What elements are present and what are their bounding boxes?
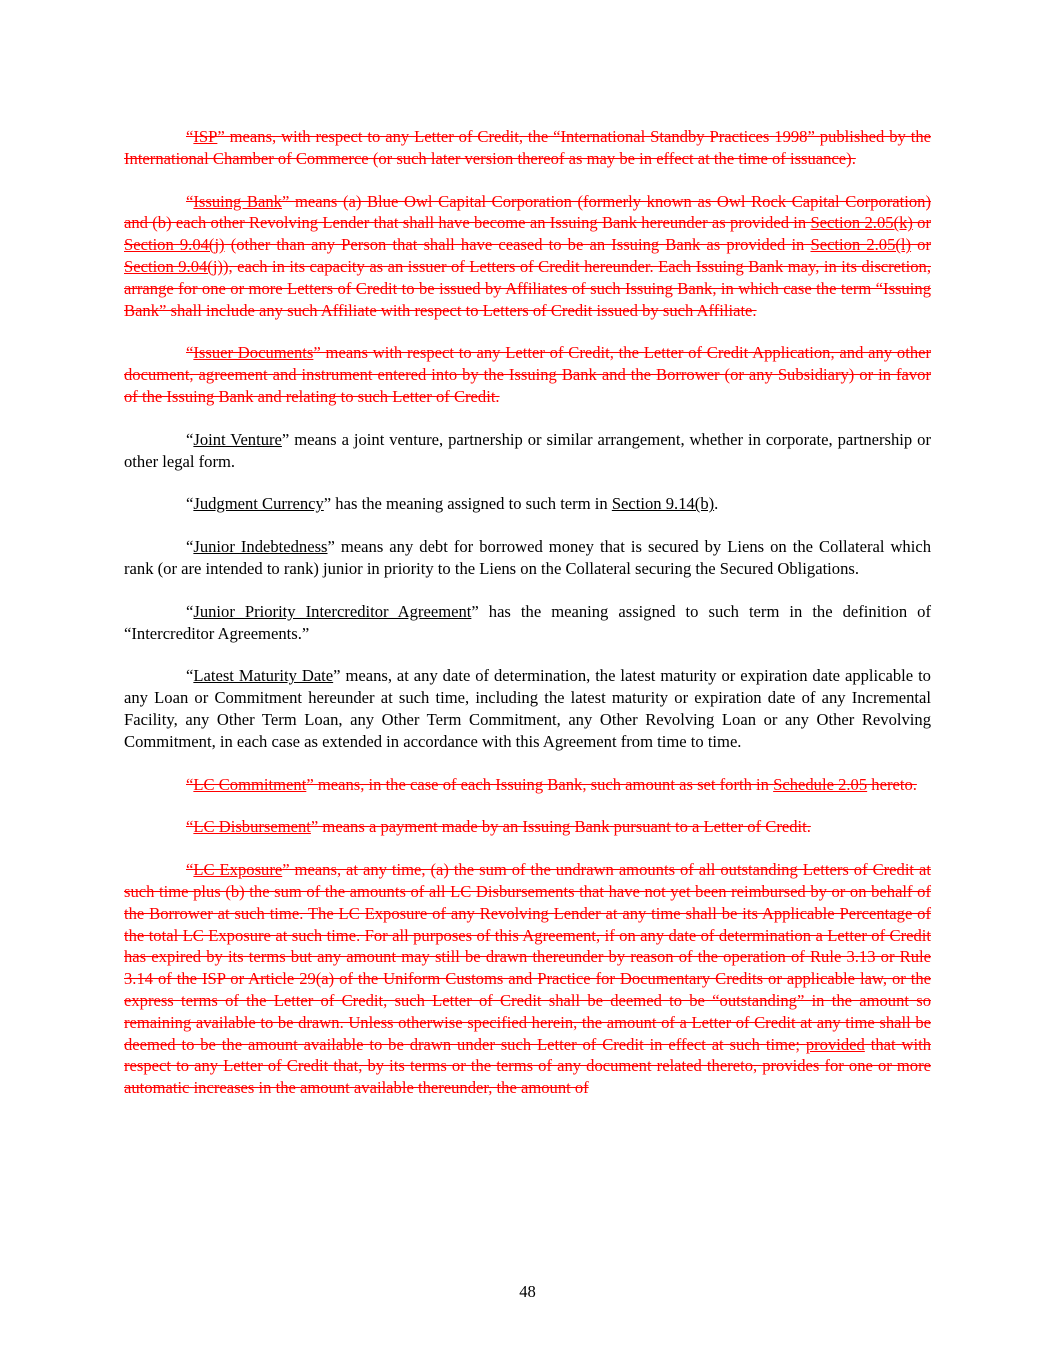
paragraph-text: “ — [186, 343, 194, 363]
paragraph-text: ), each in its capacity as an issuer of Letters of Credit hereunder. Each Issuing Bank may, in its discretion, arrange for one or more Letters of Credit to be issued by Affiliates of such Issuing Bank, in which case the term “Issuing Bank” shall include any such Affiliate with respect to Letters of Credit issued by such Affiliate. — [124, 256, 931, 320]
paragraph-text: “ — [186, 817, 194, 837]
deleted-definition-paragraph — [124, 774, 931, 796]
paragraph-text: “ — [186, 127, 194, 146]
underlined-term: LC Disbursement — [193, 817, 311, 837]
deleted-definition-paragraph — [124, 859, 931, 1099]
paragraph-text: ” has the meaning assigned to such term in — [323, 494, 612, 514]
underlined-term: LC Commitment — [193, 774, 307, 794]
paragraph-text: ” means, at any date of determination, the latest maturity or expiration date applicable to any Loan or Commitment hereunder at such time, including the latest maturity or expiration date of any Incremental Facility, any Other Term Loan, any Other Term Commitment, any Other Revolving Loan or any Other Revolving Commitment, in each case as extended in accordance with this Agreement from time to time. — [124, 666, 931, 751]
paragraph-text: ” means any debt for borrowed money that is secured by Liens on the Collateral which rank (or are intended to rank) junior in priority to the Liens on the Collateral securing the Secured Obligations. — [124, 537, 932, 578]
paragraph-text: or — [912, 213, 931, 233]
paragraph-text: “ — [186, 860, 194, 880]
definition-paragraph — [124, 429, 931, 473]
underlined-term: provided — [805, 1034, 865, 1054]
underlined-term: Junior Priority Intercreditor Agreement — [193, 601, 472, 621]
definition-paragraph — [124, 493, 931, 515]
paragraph-text: “ — [186, 666, 194, 686]
definition-paragraph — [124, 601, 931, 645]
underlined-term: Judgment Currency — [193, 494, 324, 514]
underlined-term: Issuing Bank — [193, 191, 282, 211]
paragraph-text: ” means (a) Blue Owl Capital Corporation (formerly known as Owl Rock Capital Corporation) and (b) each other Revolving Lender that shall have become an Issuing Bank hereunder as provided in — [124, 191, 931, 233]
paragraph-text: “ — [186, 429, 194, 449]
paragraph-text: “ — [186, 774, 194, 794]
paragraph-text: “ — [186, 601, 194, 621]
underlined-term: Section 9.04(j) — [124, 235, 225, 255]
paragraph-text: . — [714, 494, 719, 514]
page-number: 48 — [519, 1282, 536, 1301]
deleted-definition-paragraph — [124, 816, 931, 838]
paragraph-text: hereto. — [867, 774, 917, 794]
definition-paragraph — [124, 665, 931, 752]
underlined-term: LC Exposure — [193, 860, 283, 880]
paragraph-text: (other than any Person that shall have ceased to be an Issuing Bank as provided in — [224, 235, 811, 255]
underlined-term: Joint Venture — [193, 429, 282, 449]
paragraph-text: “ — [186, 191, 194, 211]
paragraph-text: “ — [186, 537, 194, 557]
underlined-term: Section 9.04(j) — [124, 256, 223, 276]
paragraph-text: or — [911, 235, 931, 255]
underlined-term: Issuer Documents — [193, 343, 314, 363]
underlined-term: Latest Maturity Date — [193, 666, 334, 686]
paragraph-text: ” means, with respect to any Letter of Credit, the “International Standby Practices 1998” published by the International Chamber of Commerce (or such later version thereof as may be in effect at the time of issuance). — [124, 127, 931, 168]
underlined-term: Section 2.05(k) — [810, 213, 913, 233]
paragraph-text: that with respect to any Letter of Credit that, by its terms or the terms of any document related thereto, provides for one or more automatic increases in the amount available thereunder, the amount of — [124, 1034, 931, 1098]
definition-paragraph — [124, 536, 931, 580]
paragraph-text: ” means a joint venture, partnership or similar arrangement, whether in corporate, partnership or other legal form. — [124, 429, 931, 471]
underlined-term: Section 2.05(l) — [810, 235, 912, 255]
paragraph-text: ” has the meaning assigned to such term in the definition of “Intercreditor Agreements.” — [124, 601, 931, 643]
underlined-term: Section 9.14(b) — [611, 494, 715, 514]
deleted-definition-paragraph — [124, 191, 931, 322]
deleted-definition-paragraph — [124, 342, 931, 407]
underlined-term: Junior Indebtedness — [193, 537, 328, 557]
paragraph-text: ” means with respect to any Letter of Credit, the Letter of Credit Application, and any other document, agreement and instrument entered into by the Issuing Bank and the Borrower (or any Subsidiary) or in favor of the Issuing Bank and relating to such Letter of Credit. — [124, 343, 932, 406]
underlined-term: Schedule 2.05 — [773, 774, 868, 794]
paragraph-text: “ — [186, 494, 194, 514]
underlined-term: ISP — [193, 127, 218, 146]
deleted-definition-paragraph — [124, 126, 931, 170]
paragraph-text: ” means a payment made by an Issuing Bank pursuant to a Letter of Credit. — [310, 817, 811, 837]
document-body — [124, 126, 931, 1120]
paragraph-text: ” means, in the case of each Issuing Bank, such amount as set forth in — [306, 774, 774, 794]
paragraph-text: ” means, at any time, (a) the sum of the undrawn amounts of all outstanding Letters of Credit at such time plus (b) the sum of the amounts of all LC Disbursements that have not yet been reimbursed by or on behalf of the Borrower at such time. The LC Exposure of any Revolving Lender at any time shall be its Applicable Percentage of the total LC Exposure at such time. For all purposes of this Agreement, if on any date of determination a Letter of Credit has expired by its terms but any amount may still be drawn thereunder by reason of the operation of Rule 3.13 or Rule 3.14 of the ISP or Article 29(a) of the Uniform Customs and Practice for Documentary Credits or applicable law, or the express terms of the Letter of Credit, such Letter of Credit shall be deemed to be “outstanding” in the amount so remaining available to be drawn. Unless otherwise specified herein, the amount of a Letter of Credit at any time shall be deemed to be the amount available to be drawn under such Letter of Credit in effect at such time; — [124, 860, 931, 1054]
